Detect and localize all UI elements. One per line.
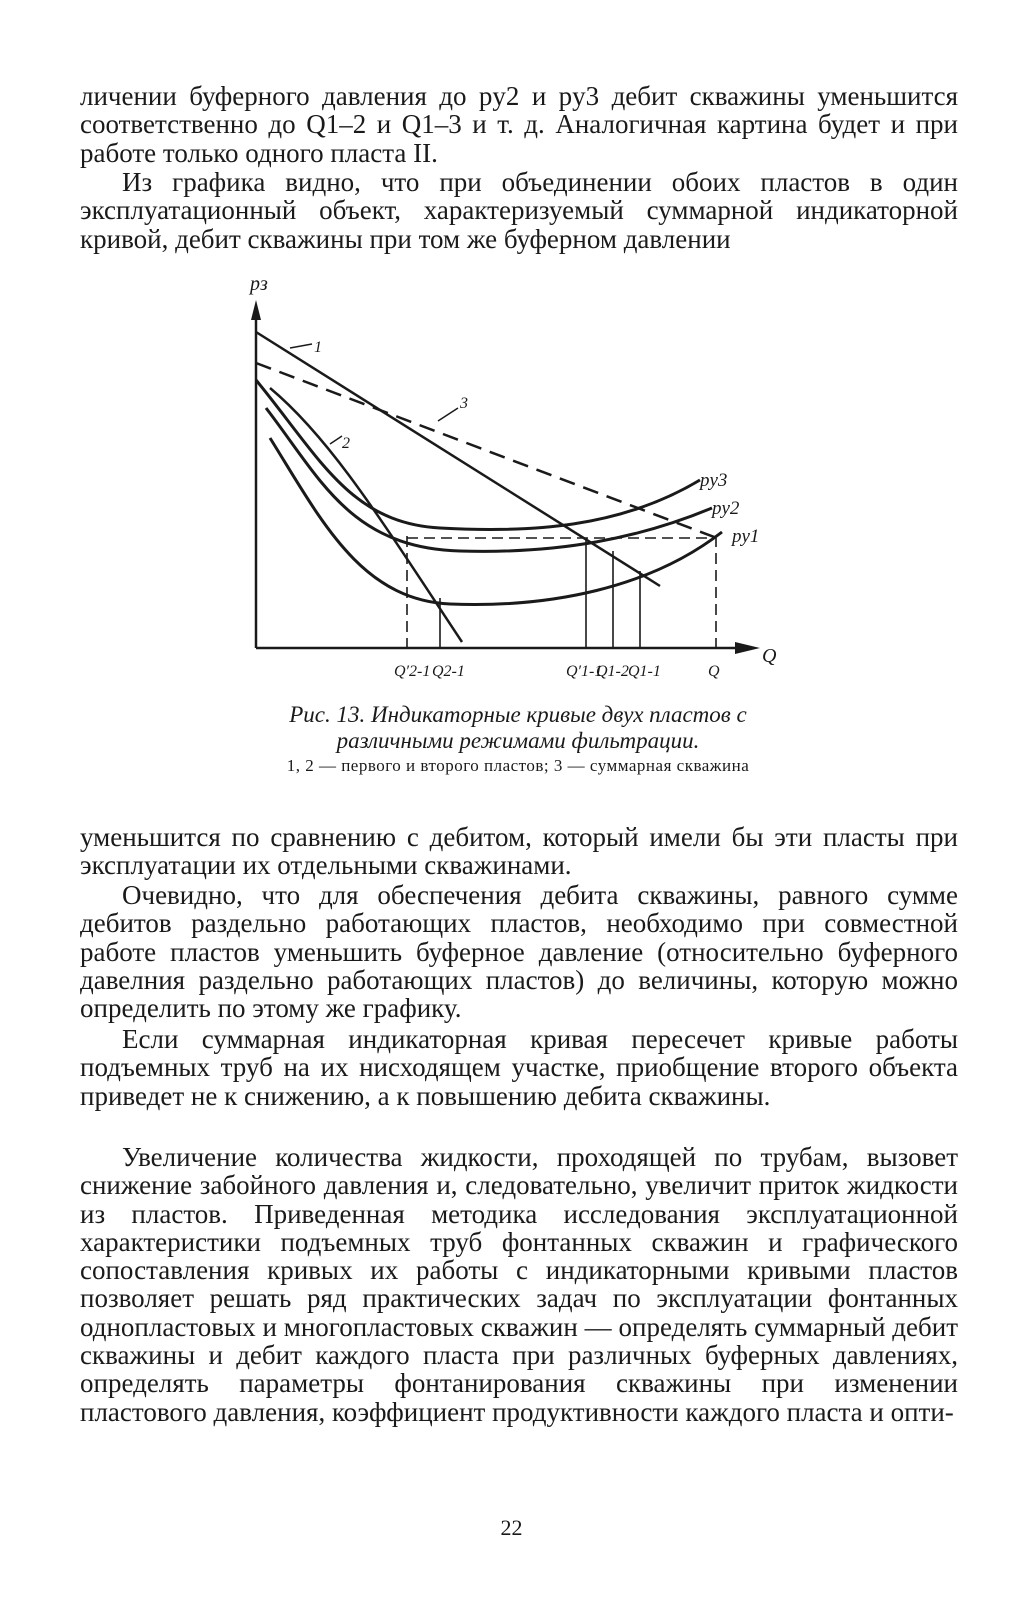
label-py2: pу2 xyxy=(712,498,740,519)
figure-caption-title: Рис. 13. Индикаторные кривые двух пластов с различными режимами фильтрации. xyxy=(289,702,747,753)
paragraph-2: Из графика видно, что при объединении обоих пластов в один эксплуатационный объект, характеризуемый суммарной индикаторной кривой, дебит скважины при том же буферном давлении xyxy=(80,167,958,254)
leader-3 xyxy=(438,408,458,421)
leader-2 xyxy=(330,436,342,444)
x-axis-label: Q xyxy=(762,645,777,667)
x-axis-arrow xyxy=(735,642,760,654)
curve-label-3: 3 xyxy=(460,395,468,412)
indicator-curve-2 xyxy=(270,388,462,642)
figure-caption-legend: 1, 2 — первого и второго пластов; 3 — суммарная скважина xyxy=(286,756,750,775)
x-tick-q2-1: Q2-1 xyxy=(432,663,465,680)
curve-label-2: 2 xyxy=(342,435,350,452)
paragraph-6: Увеличение количества жидкости, проходящей по трубам, вызовет снижение забойного давления и, следовательно, увеличит приток жидкости из пластов. Приведенная методика исследования эксплуатационной характеристики подъемных труб фонтанных скважин и графического сопоставления кривых их работы с индикаторными кривыми пластов позволяет решать ряд практических задач по эксплуатации фонтанных однопластовых и многопластовых скважин — определять суммарный дебит скважины и дебит каждого пласта при различных буферных давлениях, определять параметры фонтанирования скважины при изменении пластового давления, коэффициент продуктивности каждого пласта и опти- xyxy=(80,1142,958,1427)
y-axis-arrow xyxy=(251,300,261,320)
indicator-curve-3 xyxy=(256,363,722,540)
indicator-curves-figure xyxy=(230,268,810,698)
paragraph-4: Очевидно, что для обеспечения дебита скважины, равного сумме дебитов раздельно работающих пластов, необходимо при совместной работе пластов уменьшить буферное давление (относительно буферного давелния раздельно работающих пластов) до величины, которую можно определить по этому же графику. xyxy=(80,880,958,1024)
curve-label-1: 1 xyxy=(314,339,322,356)
page-number: 22 xyxy=(500,1515,523,1540)
x-tick-q: Q xyxy=(708,663,720,680)
label-py3: pу3 xyxy=(700,470,728,491)
leader-1 xyxy=(290,344,312,348)
paragraph-3: уменьшится по сравнению с дебитом, который имели бы эти пласты при эксплуатации их отдельными скважинами. xyxy=(80,822,958,881)
x-tick-q1-2: Q1-2 xyxy=(596,663,629,680)
x-tick-q1-1-prime: Q′1-1 xyxy=(566,663,603,680)
curve-py1 xyxy=(270,438,722,604)
x-tick-q2-1-prime: Q′2-1 xyxy=(394,663,431,680)
y-axis-label: pз xyxy=(250,273,268,295)
paragraph-1: личении буферного давления до pу2 и pу3 дебит скважины уменьшится соответственно до Q1–2 и Q1–3 и т. д. Аналогичная картина будет и при работе только одного пласта II. xyxy=(80,81,958,168)
label-py1: pу1 xyxy=(732,526,760,547)
x-tick-q1-1: Q1-1 xyxy=(628,663,661,680)
paragraph-5: Если суммарная индикаторная кривая пересечет кривые работы подъемных труб на их нисходящем участке, приобщение второго объекта приведет не к снижению, а к повышению дебита скважины. xyxy=(80,1024,958,1111)
